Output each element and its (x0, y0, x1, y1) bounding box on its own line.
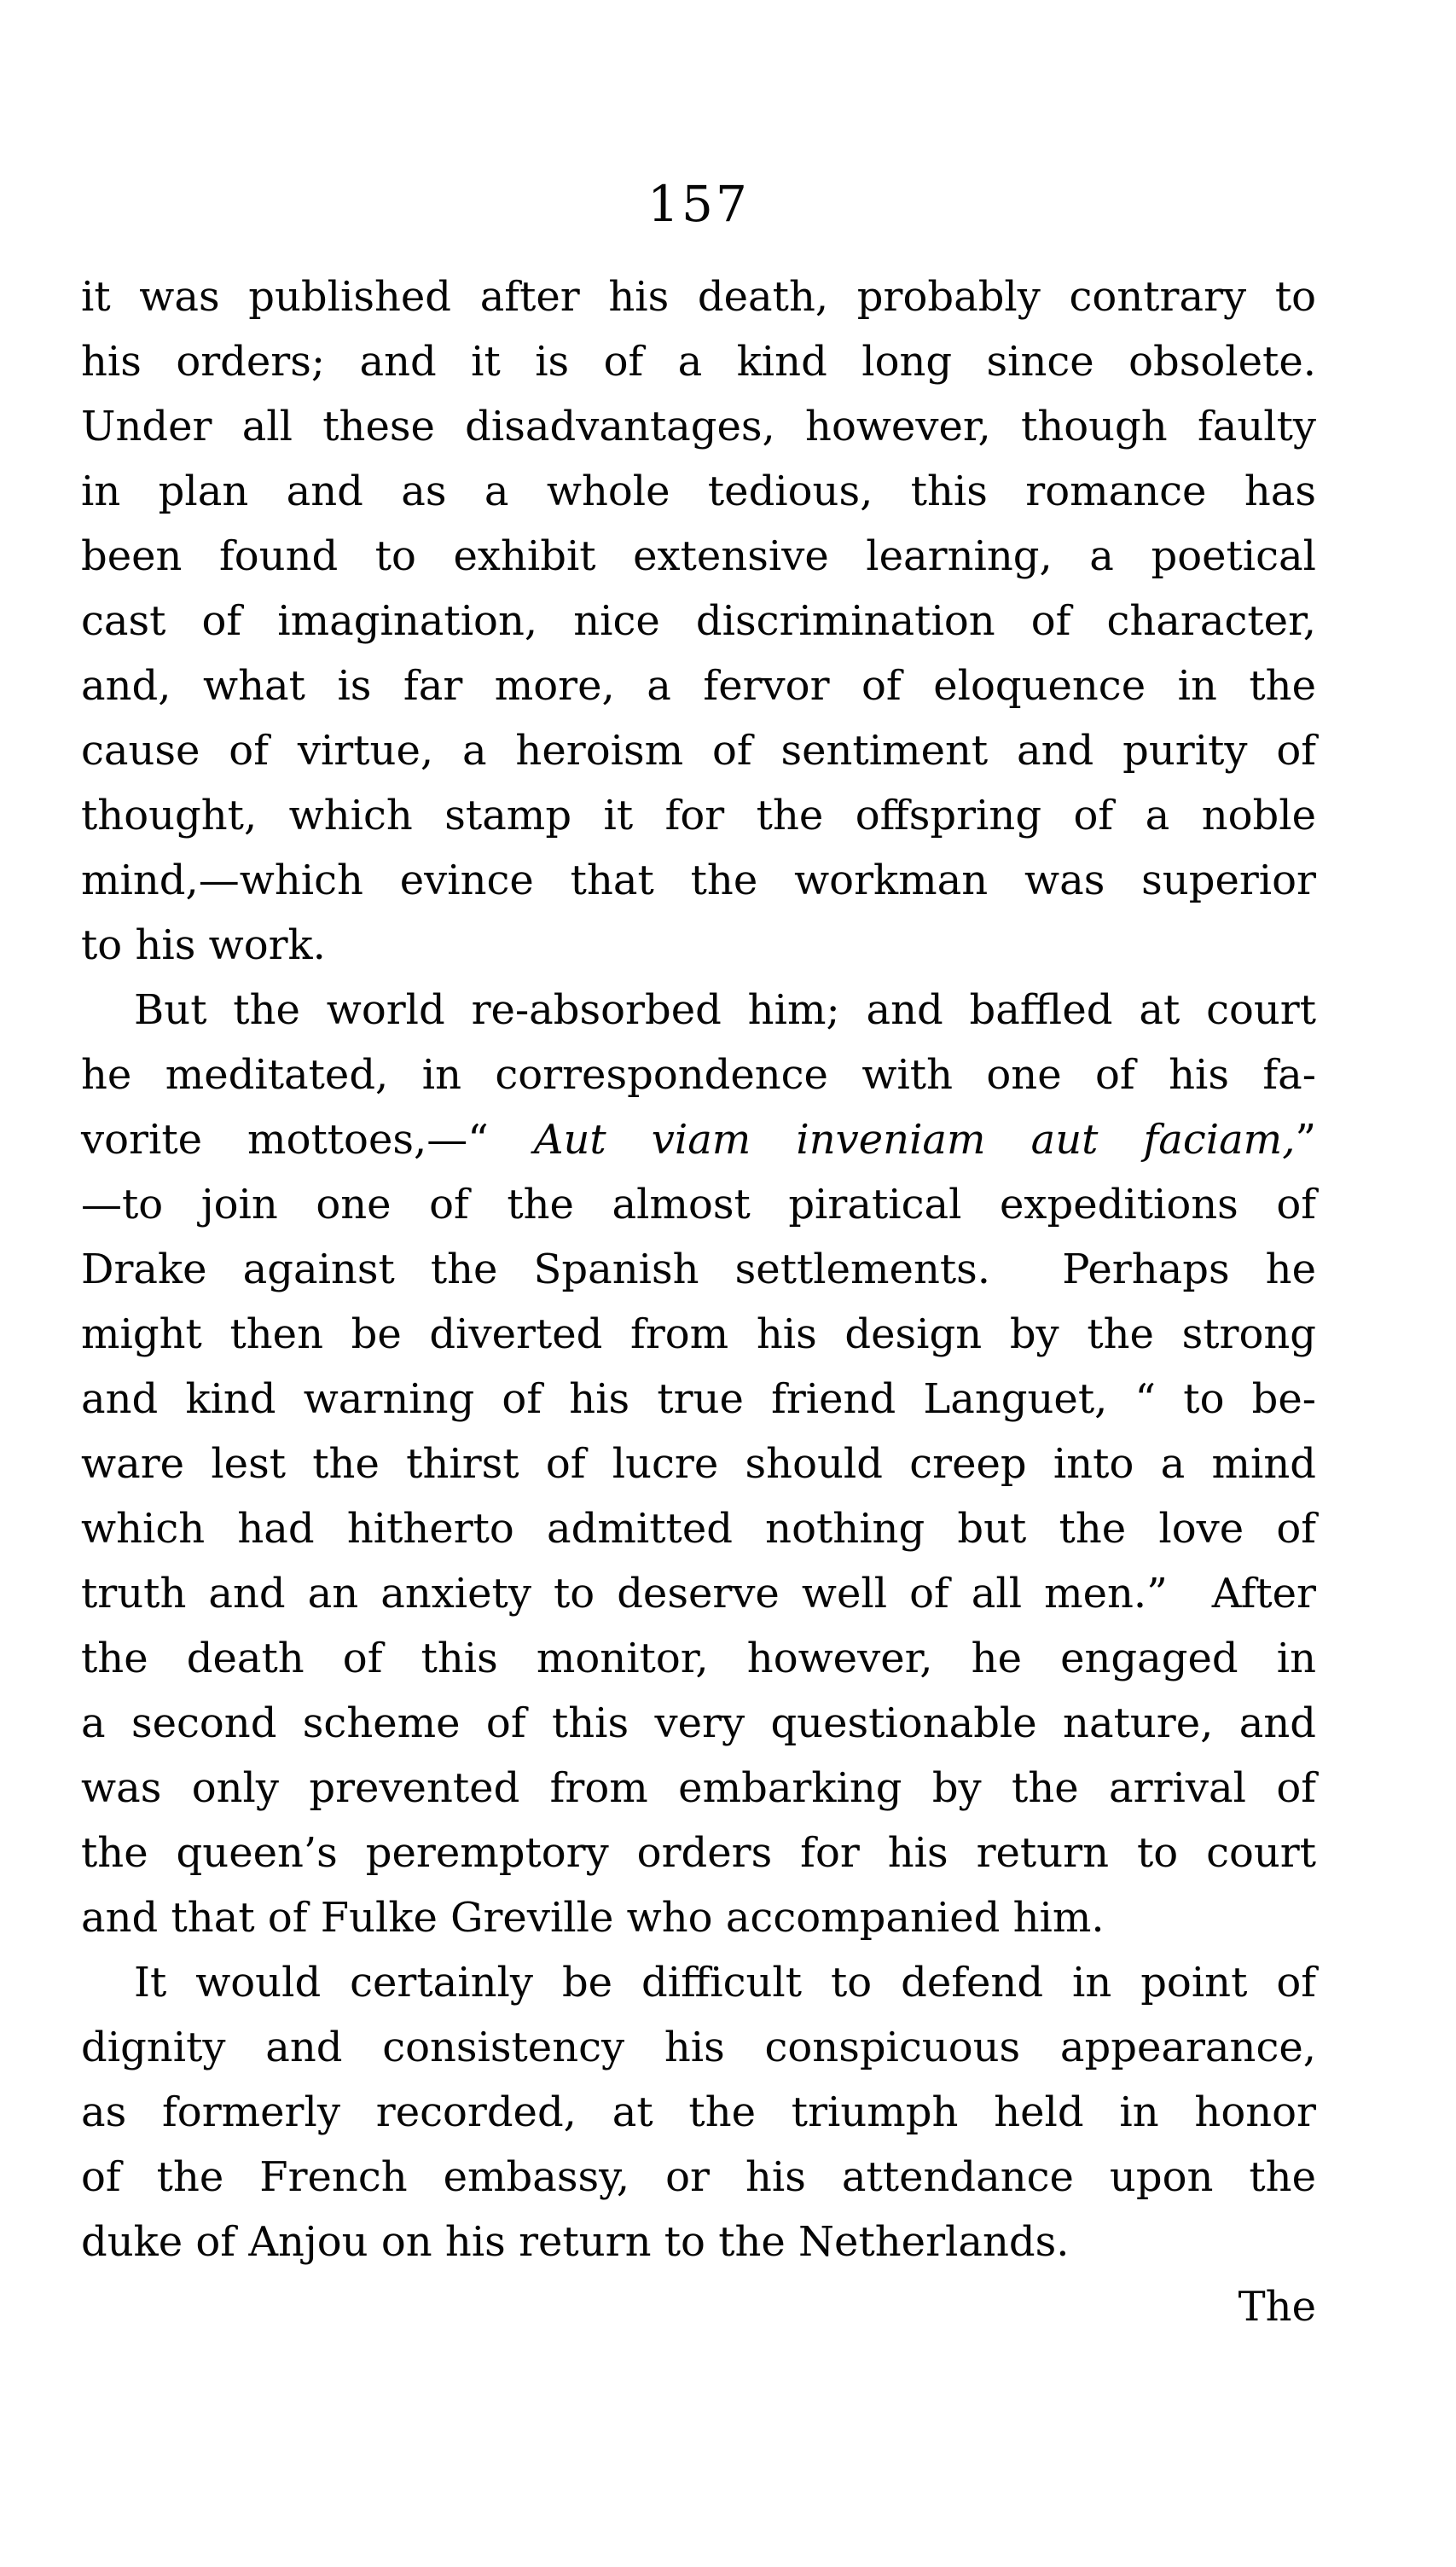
text-line: which had hitherto admitted nothing but the love of (81, 1505, 1316, 1553)
text-line: cause of virtue, a heroism of sentiment and purity of (81, 727, 1316, 775)
text-line: cast of imagination, nice discrimination of character, (81, 597, 1316, 645)
text-line: it was published after his death, probably contrary to (81, 273, 1316, 321)
text-line: Drake against the Spanish settlements. Perhaps he (81, 1246, 1316, 1293)
text-line: mind,—which evince that the workman was superior (81, 857, 1316, 904)
text-line: It would certainly be difficult to defend in point of (134, 1959, 1316, 2007)
text-line: been found to exhibit extensive learning, a poetical (81, 532, 1316, 580)
page (81, 0, 1316, 2339)
text-segment: ” (1295, 1116, 1316, 1164)
text-line: of the French embassy, or his attendance upon the (81, 2153, 1316, 2201)
text-line: dignity and consistency his conspicuous appearance, (81, 2024, 1316, 2071)
text-line: in plan and as a whole tedious, this romance has (81, 468, 1316, 515)
text-line: his orders; and it is of a kind long since obsolete. (81, 338, 1316, 386)
text-line: But the world re-absorbed him; and baffled at court (134, 986, 1316, 1034)
page-number: 157 (647, 175, 750, 233)
text-line: thought, which stamp it for the offspring of a noble (81, 792, 1316, 839)
text-line: —to join one of the almost piratical expeditions of (81, 1181, 1316, 1228)
text-line: and kind warning of his true friend Languet, “ to be- (81, 1375, 1316, 1423)
text-line: was only prevented from embarking by the arrival of (81, 1764, 1316, 1812)
page-text (81, 264, 1316, 2339)
text-segment: vorite mottoes,—“ (81, 1116, 534, 1164)
text-line: a second scheme of this very questionable nature, and (81, 1699, 1316, 1747)
text-line: the queen’s peremptory orders for his return to court (81, 1829, 1316, 1877)
text-line: duke of Anjou on his return to the Netherlands. (81, 2218, 1070, 2266)
text-line: ware lest the thirst of lucre should creep into a mind (81, 1440, 1316, 1488)
italic-motto: Aut viam inveniam aut faciam, (533, 1116, 1296, 1164)
text-line: to his work. (81, 921, 326, 969)
catchword: The (1238, 2283, 1316, 2331)
text-line (81, 1107, 1316, 1172)
text-line: and that of Fulke Greville who accompanied him. (81, 1894, 1105, 1942)
text-line: as formerly recorded, at the triumph held in honor (81, 2088, 1316, 2136)
text-line: the death of this monitor, however, he engaged in (81, 1635, 1316, 1682)
text-line: truth and an anxiety to deserve well of all men.” After (81, 1570, 1316, 1617)
text-line: and, what is far more, a fervor of eloquence in the (81, 662, 1316, 710)
text-line: might then be diverted from his design by the strong (81, 1310, 1316, 1358)
text-line: he meditated, in correspondence with one of his fa- (81, 1051, 1316, 1099)
text-line: Under all these disadvantages, however, though faulty (81, 403, 1316, 450)
